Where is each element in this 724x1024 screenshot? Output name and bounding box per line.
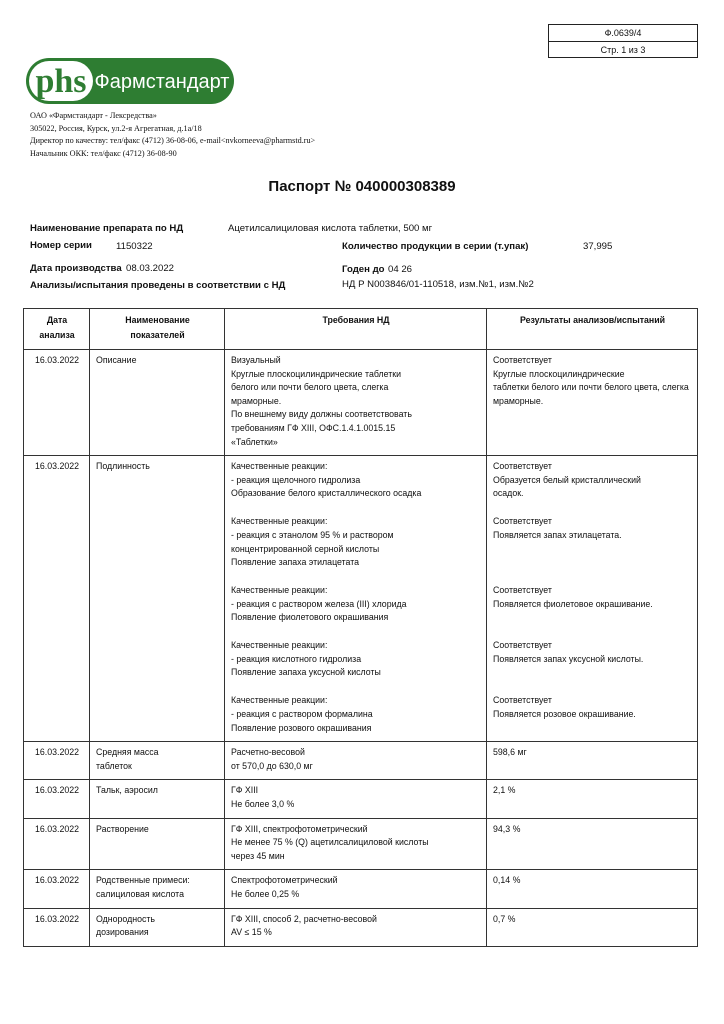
company-line: 305022, Россия, Курск, ул.2-я Агрегатная, д.1а/18 — [30, 123, 202, 133]
result-block — [493, 746, 692, 760]
cell-requirements — [225, 908, 487, 946]
indicator-line: Описание — [96, 355, 137, 365]
cell-results — [487, 780, 698, 818]
cell-date: 16.03.2022 — [24, 780, 90, 818]
requirement-line: требованиям ГФ XIII, ОФС.1.4.1.0015.15 — [231, 422, 396, 433]
result-line: Соответствует — [493, 516, 552, 527]
analysis-table — [23, 308, 698, 947]
table-row — [24, 350, 698, 456]
result-line: Соответствует — [493, 695, 552, 706]
requirement-line: ГФ XIII — [231, 785, 259, 796]
cell-date: 16.03.2022 — [24, 350, 90, 456]
cell-requirements — [225, 350, 487, 456]
requirement-line: Появление розового окрашивания — [231, 722, 372, 733]
requirement-block — [231, 515, 481, 569]
requirement-block — [231, 694, 481, 735]
requirement-line: мраморные. — [231, 395, 282, 406]
requirement-line: - реакция с раствором формалина — [231, 709, 373, 720]
result-block — [493, 460, 692, 501]
header-date-line: анализа — [39, 330, 75, 340]
expiry-label: Годен до — [342, 264, 385, 275]
cell-date: 16.03.2022 — [24, 870, 90, 908]
requirement-line: Качественные реакции: — [231, 461, 328, 472]
requirement-line: Круглые плоскоцилиндрические таблетки — [231, 368, 402, 379]
cell-indicator — [90, 742, 225, 780]
company-line: Директор по качеству: тел/факс (4712) 36-08-06, e-mail<nvkorneeva@pharmstd.ru> — [30, 136, 316, 146]
requirement-line: - реакция с раствором железа (III) хлорида — [231, 598, 407, 609]
table-row — [24, 780, 698, 818]
result-line: Соответствует — [493, 355, 552, 365]
result-line: Соответствует — [493, 585, 552, 596]
requirement-line: Не менее 75 % (Q) ацетилсалициловой кислоты — [231, 837, 429, 848]
result-line: 598,6 мг — [493, 747, 527, 758]
requirement-block — [231, 784, 481, 811]
company-line: ОАО «Фармстандарт - Лексредства» — [30, 111, 157, 120]
requirement-line: от 570,0 до 630,0 мг — [231, 760, 313, 771]
header-indicator-line: показателей — [130, 330, 185, 340]
result-line — [493, 556, 692, 570]
requirement-line: - реакция с этанолом 95 % и раствором — [231, 529, 394, 540]
result-block — [493, 354, 692, 408]
indicator-line: дозирования — [96, 927, 149, 938]
cell-indicator — [90, 456, 225, 742]
requirement-block — [231, 746, 481, 773]
result-line: Круглые плоскоцилиндрические — [493, 368, 625, 379]
cell-indicator — [90, 870, 225, 908]
header-results: Результаты анализов/испытаний — [487, 309, 698, 350]
table-row — [24, 456, 698, 742]
cell-results — [487, 456, 698, 742]
table-row — [24, 742, 698, 780]
indicator-line: Родственные примеси: — [96, 875, 190, 886]
quantity-value: 37,995 — [583, 241, 613, 252]
requirement-line: Качественные реакции: — [231, 695, 328, 706]
result-line — [493, 722, 692, 736]
result-block — [493, 515, 692, 569]
requirement-block — [231, 913, 481, 940]
requirement-line: Расчетно-весовой — [231, 747, 305, 758]
requirement-line: Спектрофотометрический — [231, 875, 338, 886]
indicator-line: Растворение — [96, 823, 149, 834]
requirement-line: Не более 3,0 % — [231, 799, 295, 809]
cell-date: 16.03.2022 — [24, 908, 90, 946]
result-line: осадок. — [493, 488, 524, 499]
requirement-block — [231, 823, 481, 864]
requirement-line: Качественные реакции: — [231, 640, 328, 651]
result-block — [493, 694, 692, 735]
table-header-row — [24, 309, 698, 350]
indicator-line: Тальк, аэросил — [96, 785, 158, 796]
indicator-line: Однородность — [96, 913, 156, 924]
quantity-label: Количество продукции в серии (т.упак) — [342, 241, 529, 252]
cell-requirements — [225, 870, 487, 908]
requirement-line: концентрированной серной кислоты — [231, 543, 380, 554]
header-date — [24, 309, 90, 350]
header-date-line: Дата — [46, 315, 68, 325]
result-line: Появляется розовое окрашивание. — [493, 709, 636, 720]
nd-value: НД Р N003846/01-110518, изм.№1, изм.№2 — [342, 279, 534, 290]
requirement-line: через 45 мин — [231, 850, 285, 861]
cell-requirements — [225, 742, 487, 780]
result-line: 0,14 % — [493, 875, 521, 886]
company-line: Начальник ОКК: тел/факс (4712) 36-08-90 — [30, 148, 177, 158]
result-block — [493, 874, 692, 888]
result-line: таблетки белого или почти белого цвета, слегка — [493, 382, 689, 393]
requirement-line: белого или почти белого цвета, слегка — [231, 382, 389, 393]
cell-results — [487, 350, 698, 456]
production-date-label: Дата производства — [30, 263, 122, 274]
company-info — [30, 110, 315, 160]
requirement-line: «Таблетки» — [231, 436, 278, 447]
table-row — [24, 908, 698, 946]
cell-indicator — [90, 780, 225, 818]
passport-title: Паспорт № 040000308389 — [268, 178, 456, 195]
result-line — [493, 666, 692, 680]
header-indicator — [90, 309, 225, 350]
cell-results — [487, 742, 698, 780]
requirement-line: - реакция щелочного гидролиза — [231, 474, 361, 485]
result-block — [493, 823, 692, 837]
table-row — [24, 870, 698, 908]
company-logo — [26, 58, 234, 104]
header-requirements: Требования НД — [225, 309, 487, 350]
form-code-box — [548, 24, 698, 58]
result-line: Появляется фиолетовое окрашивание. — [493, 598, 653, 609]
requirement-line: AV ≤ 15 % — [231, 927, 272, 938]
drug-name-label: Наименование препарата по НД — [30, 223, 184, 234]
result-line: Соответствует — [493, 461, 552, 472]
requirement-block — [231, 460, 481, 501]
indicator-line: салициловая кислота — [96, 888, 185, 899]
result-line: Появляется запах уксусной кислоты. — [493, 653, 644, 664]
indicator-line: Средняя масса — [96, 747, 159, 758]
page-counter: Стр. 1 из 3 — [600, 45, 646, 55]
requirement-block — [231, 584, 481, 625]
result-line — [493, 543, 692, 557]
requirement-line: Появление фиолетового окрашивания — [231, 612, 389, 623]
result-block — [493, 584, 692, 625]
logo-name: Фармстандарт — [94, 71, 230, 93]
result-block — [493, 639, 692, 680]
result-block — [493, 913, 692, 927]
cell-date: 16.03.2022 — [24, 818, 90, 870]
result-line: Появляется запах этилацетата. — [493, 529, 622, 540]
cell-results — [487, 870, 698, 908]
series-value: 1150322 — [116, 241, 153, 252]
cell-results — [487, 908, 698, 946]
result-line — [493, 611, 692, 625]
production-date-value: 08.03.2022 — [126, 263, 175, 274]
result-line: Образуется белый кристаллический — [493, 474, 641, 485]
cell-indicator — [90, 818, 225, 870]
result-line: мраморные. — [493, 395, 544, 406]
requirement-line: ГФ XIII, спектрофотометрический — [231, 823, 368, 834]
indicator-line: Подлинность — [96, 461, 150, 472]
nd-label: Анализы/испытания проведены в соответствии с НД — [30, 280, 286, 291]
result-line: 94,3 % — [493, 823, 521, 834]
cell-date: 16.03.2022 — [24, 742, 90, 780]
cell-requirements — [225, 456, 487, 742]
requirement-block — [231, 874, 481, 901]
form-code: Ф.0639/4 — [549, 25, 697, 42]
requirement-line: Качественные реакции: — [231, 516, 328, 527]
indicator-line: таблеток — [96, 760, 132, 771]
cell-requirements — [225, 780, 487, 818]
requirement-line: Появление запаха уксусной кислоты — [231, 667, 381, 678]
requirement-line: По внешнему виду должны соответствовать — [231, 409, 412, 420]
requirement-line: Не более 0,25 % — [231, 888, 300, 899]
requirement-block — [231, 354, 481, 449]
cell-indicator — [90, 350, 225, 456]
requirement-line: Образование белого кристаллического осадка — [231, 488, 422, 499]
table-body — [24, 350, 698, 947]
requirement-line: Появление запаха этилацетата — [231, 557, 360, 568]
cell-requirements — [225, 818, 487, 870]
cell-results — [487, 818, 698, 870]
requirement-block — [231, 639, 481, 680]
result-block — [493, 784, 692, 798]
header-indicator-line: Наименование — [125, 315, 190, 325]
cell-indicator — [90, 908, 225, 946]
table-row — [24, 818, 698, 870]
expiry-value: 04 26 — [388, 264, 413, 275]
series-label: Номер серии — [30, 240, 92, 251]
requirement-line: Визуальный — [231, 355, 281, 365]
logo-mark: phs — [35, 63, 87, 100]
cell-date: 16.03.2022 — [24, 456, 90, 742]
requirement-line: ГФ XIII, способ 2, расчетно-весовой — [231, 913, 377, 924]
result-line: 0,7 % — [493, 913, 516, 924]
drug-name-value: Ацетилсалициловая кислота таблетки, 500 мг — [228, 223, 433, 234]
result-line: Соответствует — [493, 640, 552, 651]
result-line: 2,1 % — [493, 785, 516, 796]
requirement-line: Качественные реакции: — [231, 585, 328, 596]
requirement-line: - реакция кислотного гидролиза — [231, 653, 362, 664]
